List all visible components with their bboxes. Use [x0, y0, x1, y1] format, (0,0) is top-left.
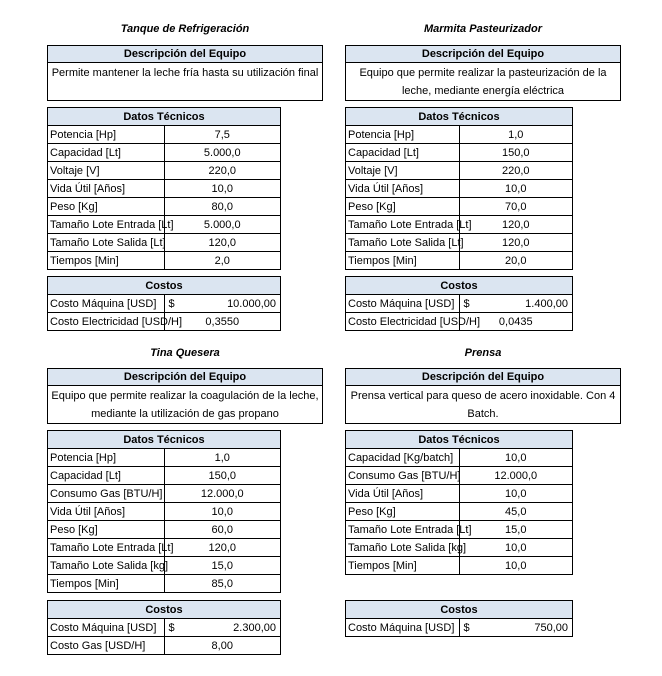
- tech-data-table: [47, 430, 281, 593]
- table-row: [48, 144, 281, 162]
- table-row: [346, 503, 573, 521]
- row-value: 12.000,0: [164, 485, 281, 503]
- currency-symbol: $: [168, 297, 175, 310]
- currency-symbol: $: [463, 297, 470, 310]
- row-value: 150,0: [459, 144, 573, 162]
- row-value: 12.000,0: [459, 467, 573, 485]
- row-label: Consumo Gas [BTU/H]: [346, 467, 460, 485]
- table-row: [48, 521, 281, 539]
- table-row: [48, 234, 281, 252]
- table-row: [346, 467, 573, 485]
- row-label: Costo Electricidad [USD/H]: [346, 313, 460, 331]
- row-label: Tamaño Lote Entrada [Lt]: [346, 216, 460, 234]
- row-label: Vida Útil [Años]: [346, 485, 460, 503]
- row-label: Peso [Kg]: [48, 198, 165, 216]
- table-row: [346, 162, 573, 180]
- row-label: Tamaño Lote Salida [Lt]: [48, 234, 165, 252]
- row-value: 1,0: [459, 126, 573, 144]
- row-label: Capacidad [Kg/batch]: [346, 449, 460, 467]
- tech-data-header: Datos Técnicos: [48, 431, 281, 449]
- row-value: 8,00: [164, 637, 281, 655]
- row-value: 7,5: [164, 126, 281, 144]
- table-row: [48, 216, 281, 234]
- row-label: Tamaño Lote Salida [kg]: [346, 539, 460, 557]
- row-value: 150,0: [164, 467, 281, 485]
- row-value: 0,0435: [459, 313, 573, 331]
- description-box: [47, 368, 323, 424]
- table-row: [346, 198, 573, 216]
- tech-data-header: Datos Técnicos: [346, 431, 573, 449]
- row-value: 5.000,0: [164, 144, 281, 162]
- table-row: [346, 521, 573, 539]
- table-row: [346, 180, 573, 198]
- row-value: 10,0: [459, 557, 573, 575]
- amount: 2.300,00: [233, 621, 276, 634]
- row-value: 45,0: [459, 503, 573, 521]
- table-row: [346, 234, 573, 252]
- row-label: Capacidad [Lt]: [48, 467, 165, 485]
- row-value: 120,0: [459, 234, 573, 252]
- row-label: Capacidad [Lt]: [346, 144, 460, 162]
- table-row: [48, 485, 281, 503]
- row-value: 10,0: [459, 539, 573, 557]
- row-label: Tamaño Lote Entrada [Lt]: [48, 539, 165, 557]
- table-row: [48, 180, 281, 198]
- costs-table: [47, 276, 281, 331]
- amount: 10.000,00: [227, 297, 276, 310]
- table-row: [48, 162, 281, 180]
- row-value: 10,0: [459, 449, 573, 467]
- row-value: 220,0: [164, 162, 281, 180]
- row-label: Potencia [Hp]: [48, 449, 165, 467]
- description-text: Permite mantener la leche fría hasta su utilización final: [51, 67, 319, 79]
- row-value: 10,0: [164, 180, 281, 198]
- row-label: Consumo Gas [BTU/H]: [48, 485, 165, 503]
- costs-header: Costos: [346, 277, 573, 295]
- row-label: Tamaño Lote Salida [Lt]: [346, 234, 460, 252]
- equipment-title: Tina Quesera: [150, 347, 220, 359]
- costs-table: [47, 600, 281, 655]
- row-label: Costo Electricidad [USD/H]: [48, 313, 165, 331]
- row-label: Voltaje [V]: [48, 162, 165, 180]
- row-value: 2,0: [164, 252, 281, 270]
- row-value: 85,0: [164, 575, 281, 593]
- row-label: Tiempos [Min]: [48, 252, 165, 270]
- costs-table: [345, 276, 573, 331]
- costs-header: Costos: [48, 277, 281, 295]
- equipment-title: Prensa: [464, 347, 502, 359]
- table-row: [346, 313, 573, 331]
- table-row: [48, 637, 281, 655]
- row-label: Tamaño Lote Salida [kg]: [48, 557, 165, 575]
- row-label: Costo Máquina [USD]: [48, 295, 165, 313]
- table-row: [346, 485, 573, 503]
- table-row: [48, 449, 281, 467]
- row-label: Tiempos [Min]: [346, 557, 460, 575]
- row-label: Vida Útil [Años]: [346, 180, 460, 198]
- table-row: [48, 252, 281, 270]
- description-header: Descripción del Equipo: [346, 46, 620, 63]
- row-value: [459, 619, 573, 637]
- table-row: [48, 575, 281, 593]
- table-row: [346, 216, 573, 234]
- table-row: [346, 295, 573, 313]
- costs-header: Costos: [48, 601, 281, 619]
- row-value: 80,0: [164, 198, 281, 216]
- row-value: 15,0: [459, 521, 573, 539]
- table-row: [48, 467, 281, 485]
- table-row: [48, 295, 281, 313]
- table-row: [346, 144, 573, 162]
- row-label: Potencia [Hp]: [346, 126, 460, 144]
- tech-data-table: [47, 107, 281, 270]
- currency-symbol: $: [463, 621, 470, 634]
- amount: 1.400,00: [525, 297, 568, 310]
- row-label: Peso [Kg]: [48, 521, 165, 539]
- row-value: 10,0: [459, 180, 573, 198]
- description-box: [345, 368, 621, 424]
- description-header: Descripción del Equipo: [48, 369, 322, 386]
- tech-data-header: Datos Técnicos: [48, 108, 281, 126]
- costs-table: [345, 600, 573, 637]
- row-value: 1,0: [164, 449, 281, 467]
- row-label: Costo Máquina [USD]: [48, 619, 165, 637]
- equipment-title: Tanque de Refrigeración: [120, 23, 250, 35]
- row-label: Tamaño Lote Entrada [Lt]: [48, 216, 165, 234]
- table-row: [48, 539, 281, 557]
- table-row: [48, 503, 281, 521]
- row-value: 60,0: [164, 521, 281, 539]
- table-row: [48, 619, 281, 637]
- table-row: [48, 198, 281, 216]
- row-label: Tamaño Lote Entrada [Lt]: [346, 521, 460, 539]
- description-header: Descripción del Equipo: [346, 369, 620, 386]
- row-value: 220,0: [459, 162, 573, 180]
- row-value: 120,0: [459, 216, 573, 234]
- description-box: [345, 45, 621, 101]
- tech-data-header: Datos Técnicos: [346, 108, 573, 126]
- row-label: Vida Útil [Años]: [48, 503, 165, 521]
- tech-data-table: [345, 107, 573, 270]
- row-label: Tiempos [Min]: [346, 252, 460, 270]
- description-box: [47, 45, 323, 101]
- amount: 750,00: [534, 621, 568, 634]
- table-row: [48, 313, 281, 331]
- row-label: Vida Útil [Años]: [48, 180, 165, 198]
- costs-header: Costos: [346, 601, 573, 619]
- table-row: [346, 539, 573, 557]
- row-label: Peso [Kg]: [346, 198, 460, 216]
- row-label: Potencia [Hp]: [48, 126, 165, 144]
- row-label: Costo Gas [USD/H]: [48, 637, 165, 655]
- table-row: [346, 619, 573, 637]
- description-text: Equipo que permite realizar la pasteurización de la leche, mediante energía eléctrica: [359, 67, 607, 97]
- table-row: [346, 557, 573, 575]
- row-label: Costo Máquina [USD]: [346, 619, 460, 637]
- row-label: Capacidad [Lt]: [48, 144, 165, 162]
- description-header: Descripción del Equipo: [48, 46, 322, 63]
- row-value: 20,0: [459, 252, 573, 270]
- row-value: [459, 295, 573, 313]
- row-label: Costo Máquina [USD]: [346, 295, 460, 313]
- row-value: 0,3550: [164, 313, 281, 331]
- row-value: [164, 619, 281, 637]
- row-value: 15,0: [164, 557, 281, 575]
- table-row: [48, 126, 281, 144]
- row-label: Tiempos [Min]: [48, 575, 165, 593]
- equipment-title: Marmita Pasteurizador: [424, 23, 542, 35]
- table-row: [48, 557, 281, 575]
- table-row: [346, 449, 573, 467]
- row-label: Voltaje [V]: [346, 162, 460, 180]
- row-value: 10,0: [459, 485, 573, 503]
- currency-symbol: $: [168, 621, 175, 634]
- description-text: Equipo que permite realizar la coagulación de la leche, mediante la utilización de gas propano: [51, 390, 319, 420]
- tech-data-table: [345, 430, 573, 575]
- row-value: 5.000,0: [164, 216, 281, 234]
- row-value: [164, 295, 281, 313]
- row-value: 10,0: [164, 503, 281, 521]
- row-label: Peso [Kg]: [346, 503, 460, 521]
- row-value: 120,0: [164, 539, 281, 557]
- table-row: [346, 252, 573, 270]
- description-text: Prensa vertical para queso de acero inoxidable. Con 4 Batch.: [350, 390, 616, 420]
- row-value: 70,0: [459, 198, 573, 216]
- row-value: 120,0: [164, 234, 281, 252]
- table-row: [346, 126, 573, 144]
